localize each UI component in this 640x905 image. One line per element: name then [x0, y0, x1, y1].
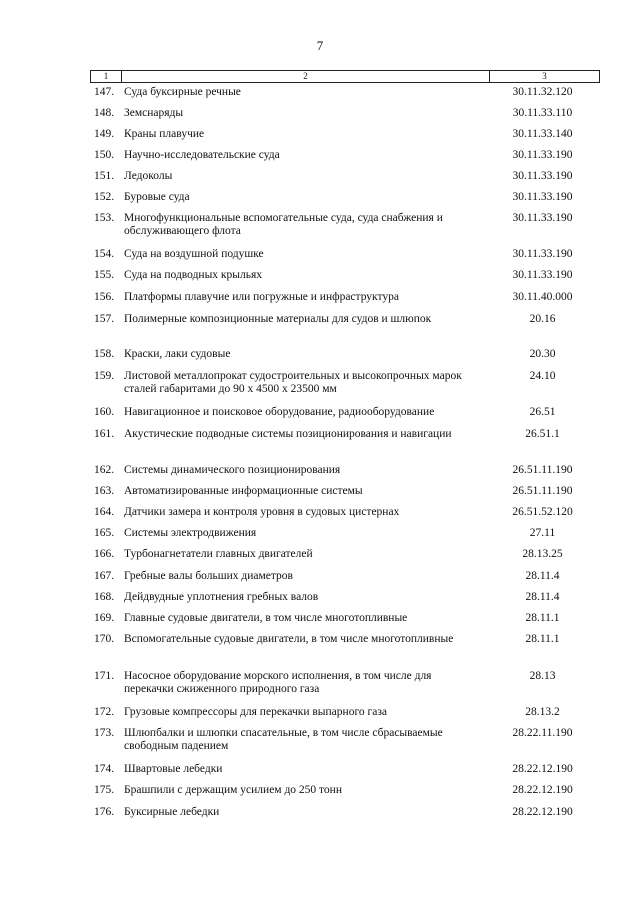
row-number: 163.	[94, 485, 115, 497]
page-number: 7	[316, 38, 324, 53]
row-code: 26.51.11.190	[512, 485, 573, 497]
row-name: Полимерные композиционные материалы для судов и шлюпок	[124, 313, 432, 325]
row-code: 30.11.33.110	[512, 107, 573, 119]
row-number: 160.	[94, 406, 115, 418]
row-code: 20.30	[529, 348, 556, 360]
row-code: 27.11	[529, 527, 556, 539]
row-name: Турбонагнетатели главных двигателей	[124, 548, 313, 560]
row-name: Автоматизированные информационные системы	[124, 485, 363, 497]
row-code: 24.10	[529, 370, 556, 382]
row-number: 170.	[94, 633, 115, 645]
row-code: 30.11.33.190	[512, 248, 573, 260]
row-code: 28.11.4	[525, 591, 560, 603]
row-code: 28.22.11.190	[512, 727, 573, 739]
row-name: Акустические подводные системы позиционирования и навигации	[124, 428, 452, 440]
row-code: 28.13	[529, 670, 556, 682]
row-number: 167.	[94, 570, 115, 582]
row-number: 171.	[94, 670, 115, 682]
row-number: 155.	[94, 269, 115, 281]
row-number: 174.	[94, 763, 115, 775]
row-number: 175.	[94, 784, 115, 796]
row-code: 30.11.33.190	[512, 170, 573, 182]
row-name: Краны плавучие	[124, 128, 205, 140]
row-number: 152.	[94, 191, 115, 203]
row-number: 154.	[94, 248, 115, 260]
row-number: 164.	[94, 506, 115, 518]
row-number: 156.	[94, 291, 115, 303]
row-number: 169.	[94, 612, 115, 624]
row-name: Системы электродвижения	[124, 527, 257, 539]
row-number: 168.	[94, 591, 115, 603]
row-code: 28.11.1	[525, 633, 560, 645]
row-number: 162.	[94, 464, 115, 476]
column-header-code: 3	[542, 71, 547, 81]
row-code: 28.11.4	[525, 570, 560, 582]
row-number: 157.	[94, 313, 115, 325]
row-name: Суда на воздушной подушке	[124, 248, 264, 260]
row-code: 28.22.12.190	[512, 763, 573, 775]
row-code: 28.13.2	[525, 706, 560, 718]
row-name: Грузовые компрессоры для перекачки выпарного газа	[124, 706, 387, 718]
row-name: Листовой металлопрокат судостроительных и высокопрочных марок сталей габаритами до 90 x 4500 x 23500 мм	[124, 370, 462, 395]
row-name: Вспомогательные судовые двигатели, в том числе многотопливные	[124, 633, 454, 645]
row-name: Краски, лаки судовые	[124, 348, 231, 360]
row-name: Швартовые лебедки	[124, 763, 223, 775]
row-code: 30.11.33.190	[512, 191, 573, 203]
table-header	[90, 70, 600, 83]
row-name: Гребные валы больших диаметров	[124, 570, 293, 582]
row-number: 159.	[94, 370, 115, 382]
row-code: 30.11.33.190	[512, 149, 573, 161]
row-number: 161.	[94, 428, 115, 440]
row-code: 26.51.1	[525, 428, 560, 440]
row-number: 149.	[94, 128, 115, 140]
row-name: Брашпили с держащим усилием до 250 тонн	[124, 784, 342, 796]
row-name: Научно-исследовательские суда	[124, 149, 280, 161]
row-name: Буксирные лебедки	[124, 806, 220, 818]
row-number: 147.	[94, 86, 115, 98]
row-number: 148.	[94, 107, 115, 119]
row-code: 30.11.33.190	[512, 269, 573, 281]
row-name: Шлюпбалки и шлюпки спасательные, в том числе сбрасываемые свободным падением	[124, 727, 443, 752]
row-number: 150.	[94, 149, 115, 161]
row-number: 176.	[94, 806, 115, 818]
row-number: 151.	[94, 170, 115, 182]
row-name: Датчики замера и контроля уровня в судовых цистернах	[124, 506, 400, 518]
row-number: 165.	[94, 527, 115, 539]
row-code: 28.11.1	[525, 612, 560, 624]
row-code: 26.51.52.120	[512, 506, 573, 518]
row-number: 166.	[94, 548, 115, 560]
row-name: Системы динамического позиционирования	[124, 464, 341, 476]
row-name: Главные судовые двигатели, в том числе многотопливные	[124, 612, 408, 624]
row-name: Земснаряды	[124, 107, 184, 119]
row-code: 20.16	[529, 313, 556, 325]
row-name: Суда буксирные речные	[124, 86, 241, 98]
row-code: 30.11.33.140	[512, 128, 573, 140]
row-name: Суда на подводных крыльях	[124, 269, 263, 281]
row-code: 28.22.12.190	[512, 806, 573, 818]
row-name: Насосное оборудование морского исполнения, в том числе для перекачки сжиженного природного газа	[124, 670, 432, 695]
row-name: Многофункциональные вспомогательные суда, суда снабжения и обслуживающего флота	[124, 212, 443, 237]
row-number: 153.	[94, 212, 115, 224]
row-number: 172.	[94, 706, 115, 718]
row-code: 28.13.25	[522, 548, 563, 560]
row-code: 28.22.12.190	[512, 784, 573, 796]
row-name: Ледоколы	[124, 170, 173, 182]
row-name: Буровые суда	[124, 191, 190, 203]
row-code: 30.11.40.000	[512, 291, 573, 303]
row-name: Навигационное и поисковое оборудование, радиооборудование	[124, 406, 435, 418]
row-number: 173.	[94, 727, 115, 739]
row-number: 158.	[94, 348, 115, 360]
row-code: 26.51	[529, 406, 556, 418]
column-header-name: 2	[122, 71, 490, 82]
row-code: 30.11.33.190	[512, 212, 573, 224]
row-code: 30.11.32.120	[512, 86, 573, 98]
row-name: Дейдвудные уплотнения гребных валов	[124, 591, 319, 603]
row-code: 26.51.11.190	[512, 464, 573, 476]
row-name: Платформы плавучие или погружные и инфраструктура	[124, 291, 399, 303]
column-header-number: 1	[91, 71, 122, 82]
